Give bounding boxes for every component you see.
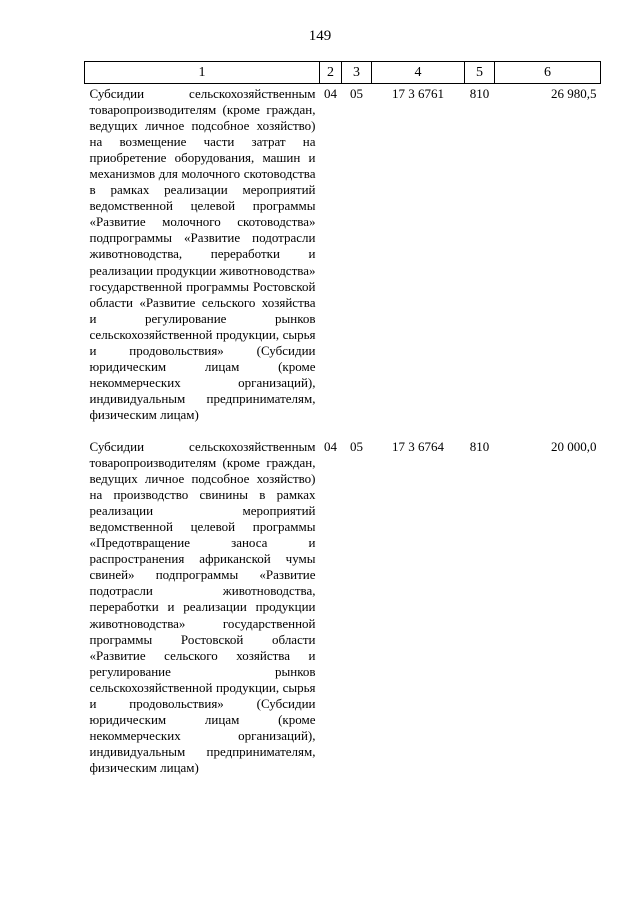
column-header-3: 3 <box>342 62 372 84</box>
row-subsection: 05 <box>350 86 363 101</box>
row-expense-type: 810 <box>469 438 490 454</box>
row-target-article: 17 3 6764 <box>392 438 444 454</box>
row-spacer-cell <box>85 423 601 437</box>
row-amount: 20 000,0 <box>551 438 597 454</box>
column-header-6: 6 <box>495 62 601 84</box>
row-section: 04 <box>324 86 337 101</box>
budget-table <box>84 61 601 776</box>
column-header-2: 2 <box>320 62 342 84</box>
column-header-4: 4 <box>372 62 465 84</box>
table-row <box>85 84 601 423</box>
column-header-1: 1 <box>85 62 320 84</box>
table-row <box>85 437 601 776</box>
row-expense-type: 810 <box>469 86 490 101</box>
page-number: 149 <box>308 28 332 44</box>
row-spacer <box>85 423 601 437</box>
row-target-article: 17 3 6761 <box>392 86 444 101</box>
row-description: Субсидии сельскохозяйственным товаропроизводителям (кроме граждан, ведущих личное подсобное хозяйство) на возмещение части затрат на приобретение оборудования, машин и механизмов для молочного скотоводства в рамках реализации мероприятий ведомственной целевой программы «Развитие молочного скотоводства» подпрограммы «Развитие подотрасли животноводства, переработки и реализации продукции животноводства» государственной программы Ростовской области «Развитие сельского хозяйства и регулирование рынков сельскохозяйственной продукции, сырья и продовольствия» (Субсидии юридическим лицам (кроме некоммерческих организаций), индивидуальным предпринимателям, физическим лицам) <box>89 86 316 422</box>
row-description: Субсидии сельскохозяйственным товаропроизводителям (кроме граждан, ведущих личное подсобное хозяйство) на производство свинины в рамках реализации мероприятий ведомственной целевой программы «Предотвращение заноса и распространения африканской чумы свиней» подпрограммы «Развитие подотрасли животноводства, переработки и реализации продукции животноводства» государственной программы Ростовской области «Развитие сельского хозяйства и регулирование рынков сельскохозяйственной продукции, сырья и продовольствия» (Субсидии юридическим лицам (кроме некоммерческих организаций), индивидуальным предпринимателям, физическим лицам) <box>89 438 316 775</box>
row-subsection: 05 <box>350 438 363 454</box>
row-amount: 26 980,5 <box>551 86 597 101</box>
row-section: 04 <box>324 438 337 454</box>
table-header-row <box>85 62 601 84</box>
column-header-5: 5 <box>465 62 495 84</box>
